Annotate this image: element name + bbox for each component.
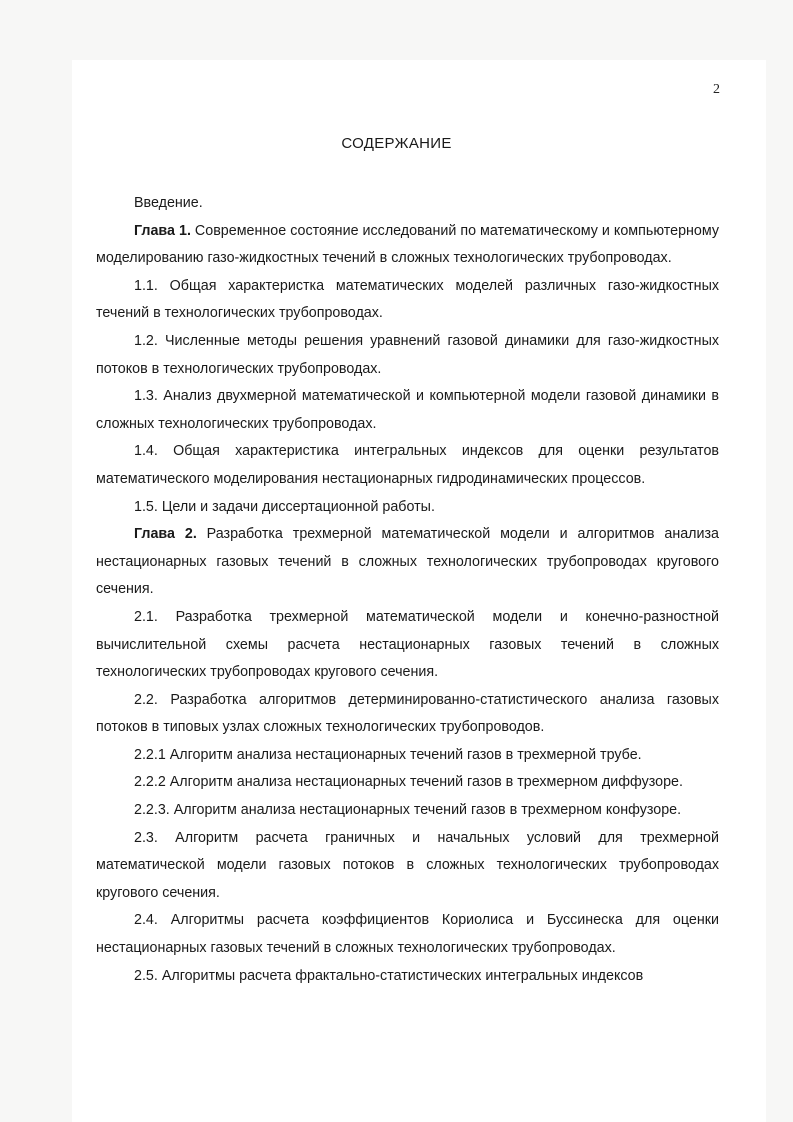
toc-entry-chapter-2 [96, 521, 719, 604]
toc-entry-2-2 [96, 687, 719, 742]
toc-entry-2-2-2 [96, 769, 719, 797]
toc-entry-text: 1.2. Численные методы решения уравнений газовой динамики для газо-жидкостных потоков в технологических трубопроводах. [96, 332, 719, 377]
toc-entry-text: 2.2. Разработка алгоритмов детерминированно-статистического анализа газовых потоков в типовых узлах сложных технологических трубопроводов. [96, 691, 719, 736]
toc-entry-text: 2.1. Разработка трехмерной математической модели и конечно-разностной вычислительной схемы расчета нестационарных газовых течений в сложных технологических трубопроводах кругового сечения. [96, 608, 719, 681]
toc-entry-text: 2.2.1 Алгоритм анализа нестационарных течений газов в трехмерной трубе. [134, 746, 642, 763]
toc-entry-1-3 [96, 383, 719, 438]
toc-entry-text: 2.5. Алгоритмы расчета фрактально-статистических интегральных индексов [134, 967, 644, 984]
toc-entry-text: 2.4. Алгоритмы расчета коэффициентов Кориолиса и Буссинеска для оценки нестационарных газовых течений в сложных технологических трубопроводах. [96, 912, 719, 957]
toc-entry-text: 2.2.2 Алгоритм анализа нестационарных течений газов в трехмерном диффузоре. [134, 774, 683, 791]
toc-entry-2-2-1 [96, 742, 719, 770]
toc-entry-text: Введение. [134, 195, 203, 211]
toc-entry-text: 1.5. Цели и задачи диссертационной работы. [134, 498, 435, 515]
toc-entry-2-4 [96, 907, 719, 962]
toc-entry-text: 1.4. Общая характеристика интегральных индексов для оценки результатов математического моделирования нестационарных гидродинамических процессов. [96, 443, 719, 487]
toc-entry-1-4 [96, 438, 719, 493]
toc-entry-label: Глава 1. [134, 222, 191, 239]
toc-entry-1-5 [96, 494, 719, 522]
toc-entry-2-3 [96, 825, 719, 908]
toc-entry-text: 1.1. Общая характеристка математических моделей различных газо-жидкостных течений в технологических трубопроводах. [96, 277, 719, 322]
toc-entry-intro [96, 190, 719, 218]
page-number: 2 [713, 82, 720, 97]
toc-entry-2-5 [96, 963, 719, 991]
toc-entry-text: Разработка трехмерной математической модели и алгоритмов анализа нестационарных газовых течений в сложных технологических трубопроводах кругового сечения. [96, 526, 719, 598]
page-title: СОДЕРЖАНИЕ [341, 135, 452, 152]
toc-entry-text: 2.3. Алгоритм расчета граничных и начальных условий для трехмерной математической модели газовых потоков в сложных технологических трубопроводах кругового сечения. [96, 829, 719, 901]
toc-entry-label: Глава 2. [134, 526, 197, 543]
toc-entry-2-1 [96, 604, 719, 687]
toc-entry-chapter-1 [96, 218, 719, 273]
toc-entry-text: Современное состояние исследований по математическому и компьютерному моделированию газо-жидкостных течений в сложных технологических трубопроводах. [96, 222, 719, 267]
toc-entry-1-1 [96, 273, 719, 328]
toc-entry-2-2-3 [96, 797, 719, 825]
table-of-contents [96, 190, 719, 990]
toc-entry-text: 2.2.3. Алгоритм анализа нестационарных течений газов в трехмерном конфузоре. [134, 802, 682, 819]
toc-entry-1-2 [96, 328, 719, 383]
toc-entry-text: 1.3. Анализ двухмерной математической и компьютерной модели газовой динамики в сложных технологических трубопроводах. [96, 388, 719, 432]
